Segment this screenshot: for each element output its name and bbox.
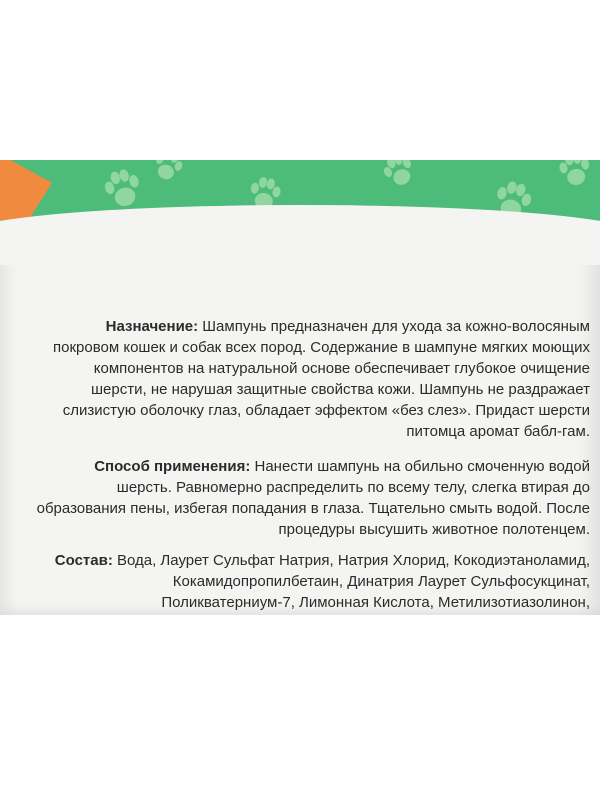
composition-text: Вода, Лаурет Сульфат Натрия, Натрия Хлорид, Кокодиэтаноламид, [112,552,590,569]
purpose-text: слизистую оболочку глаз, обладает эффектом «без слез». Придаст шерсти [62,402,590,419]
paw-print-icon [145,160,191,189]
purpose-text: компонентов на натуральной основе обеспечивает глубокое очищение [93,360,590,377]
composition-heading: Состав: [54,552,113,569]
purpose-heading: Назначение: [105,318,199,335]
usage-text: Нанести шампунь на обильно смоченную водой [250,458,590,475]
purpose-text: шерсти, не нарушая защитные свойства кожи. Шампунь не раздражает [91,381,590,398]
background-bottom [0,615,600,800]
purpose-text: покровом кошек и собак всех пород. Содержание в шампуне мягких моющих [53,339,590,356]
purpose-text: питомца аромат бабл-гам. [406,423,590,440]
paw-print-icon [374,160,424,196]
usage-heading: Способ применения: [94,458,251,475]
purpose-text: Шампунь предназначен для ухода за кожно-волосяным [198,318,590,335]
composition-text: Поликватерниум-7, Лимонная Кислота, Метилизотиазолинон, [161,594,590,611]
label-curve [0,205,600,265]
purpose-section [53,316,590,442]
usage-text: образования пены, избегая попадания в глаза. Тщательно смыть водой. После [36,500,590,517]
background-top [0,0,600,160]
usage-section [37,456,590,540]
composition-text: Кокамидопропилбетаин, Динатрия Лаурет Сульфосукцинат, [172,573,590,590]
usage-text: процедуры высушить животное полотенцем. [278,521,590,538]
usage-text: шерсть. Равномерно распределить по всему телу, слегка втирая до [116,479,590,496]
paw-print-icon [552,160,598,193]
